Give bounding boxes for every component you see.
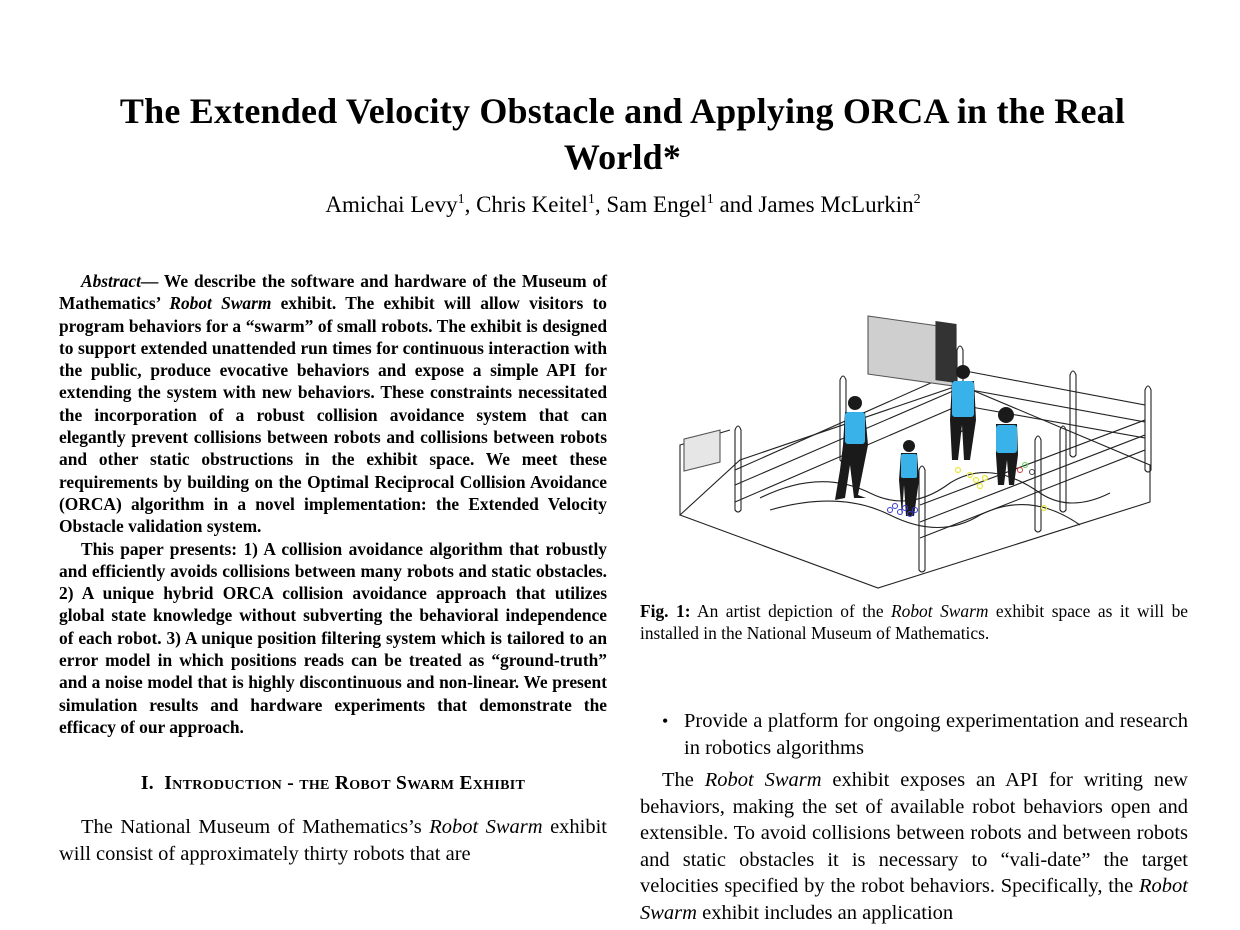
right-column xyxy=(640,270,1188,926)
post xyxy=(1060,426,1066,512)
rail xyxy=(960,370,1145,405)
goal-list xyxy=(640,708,1188,761)
visitor xyxy=(899,440,919,516)
exhibit-illustration xyxy=(640,270,1188,590)
figure-caption: Fig. 1: An artist depiction of the Robot Swarm exhibit space as it will be installed in the National Museum of Mathematics. xyxy=(640,601,1188,643)
rail xyxy=(920,450,1145,538)
section-heading: I. Introduction - the Robot Swarm Exhibit xyxy=(140,773,526,795)
rail xyxy=(960,405,1145,438)
visitor xyxy=(996,407,1018,485)
left-column xyxy=(59,270,607,867)
abstract-label: Abstract xyxy=(81,271,141,291)
author: Chris Keitel$^1$, xyxy=(476,192,607,217)
bullet-icon: • xyxy=(662,711,669,731)
author: James McLurkin$^2$ xyxy=(758,192,921,217)
author: Amichai Levy$^1$, xyxy=(325,192,477,217)
author: Sam Engel$^1$ and xyxy=(606,192,759,217)
info-board xyxy=(684,430,720,471)
display-side-panel xyxy=(936,322,956,383)
abstract xyxy=(59,270,607,738)
figure-exhibit-illustration xyxy=(640,270,1188,590)
abstract-paragraph: This paper presents: 1) A collision avoidance algorithm that robustly and efficiently avoids collisions between many robots and static obstacles. 2) A unique hybrid ORCA collision avoidance approach that utilizes global state knowledge without subverting the behavioral independence of each robot. 3) A unique position filtering system which is tailored to an error model in which positions reads can be treated as “ground-truth” and a noise model that is highly discontinuous and non-linear. We present simulation results and hardware experiments that demonstrate the efficacy of our approach. xyxy=(59,538,607,737)
post xyxy=(1070,371,1076,457)
post xyxy=(1145,386,1151,472)
paper-title: The Extended Velocity Obstacle and Applying ORCA in the Real World* xyxy=(119,91,1126,178)
body-paragraph: The Robot Swarm exhibit exposes an API for writing new behaviors, making the set of available robot behaviors open and extensible. To avoid collisions between robots and between robots and static obstacles it is necessary to “vali-date” the target velocities specified by the robot behaviors. Specifically, the Robot Swarm exhibit includes an application xyxy=(640,769,1188,924)
rail xyxy=(960,388,1145,422)
post xyxy=(919,466,925,572)
abstract-paragraph: Abstract— We describe the software and hardware of the Museum of Mathematics’ Robot Swarm exhibit. The exhibit will allow visitors to program behaviors for a “swarm” of small robots. The exhibit is designed to support extended unattended run times for continuous interaction with the public, produce evocative behaviors and expose a simple API for extending the system with new behaviors. These constraints necessitated the incorporation of a robust collision avoidance system that can elegantly prevent collisions between robots and collisions between robots and other static obstructions in the exhibit space. We meet these requirements by building on the Optimal Reciprocal Collision Avoidance (ORCA) algorithm in a novel implementation: the Extended Velocity Obstacle validation system. xyxy=(59,271,607,537)
author-list xyxy=(0,190,1240,220)
track xyxy=(760,473,1110,503)
list-item: • Provide a platform for ongoing experimentation and research in robotics algorithms xyxy=(662,710,1188,759)
post xyxy=(1035,436,1041,532)
figure-label: Fig. 1: xyxy=(640,601,691,621)
intro-paragraph: The National Museum of Mathematics’s Robot Swarm exhibit will consist of approximately thirty robots that are xyxy=(59,816,607,865)
robot-cluster-red-green xyxy=(1018,463,1035,475)
